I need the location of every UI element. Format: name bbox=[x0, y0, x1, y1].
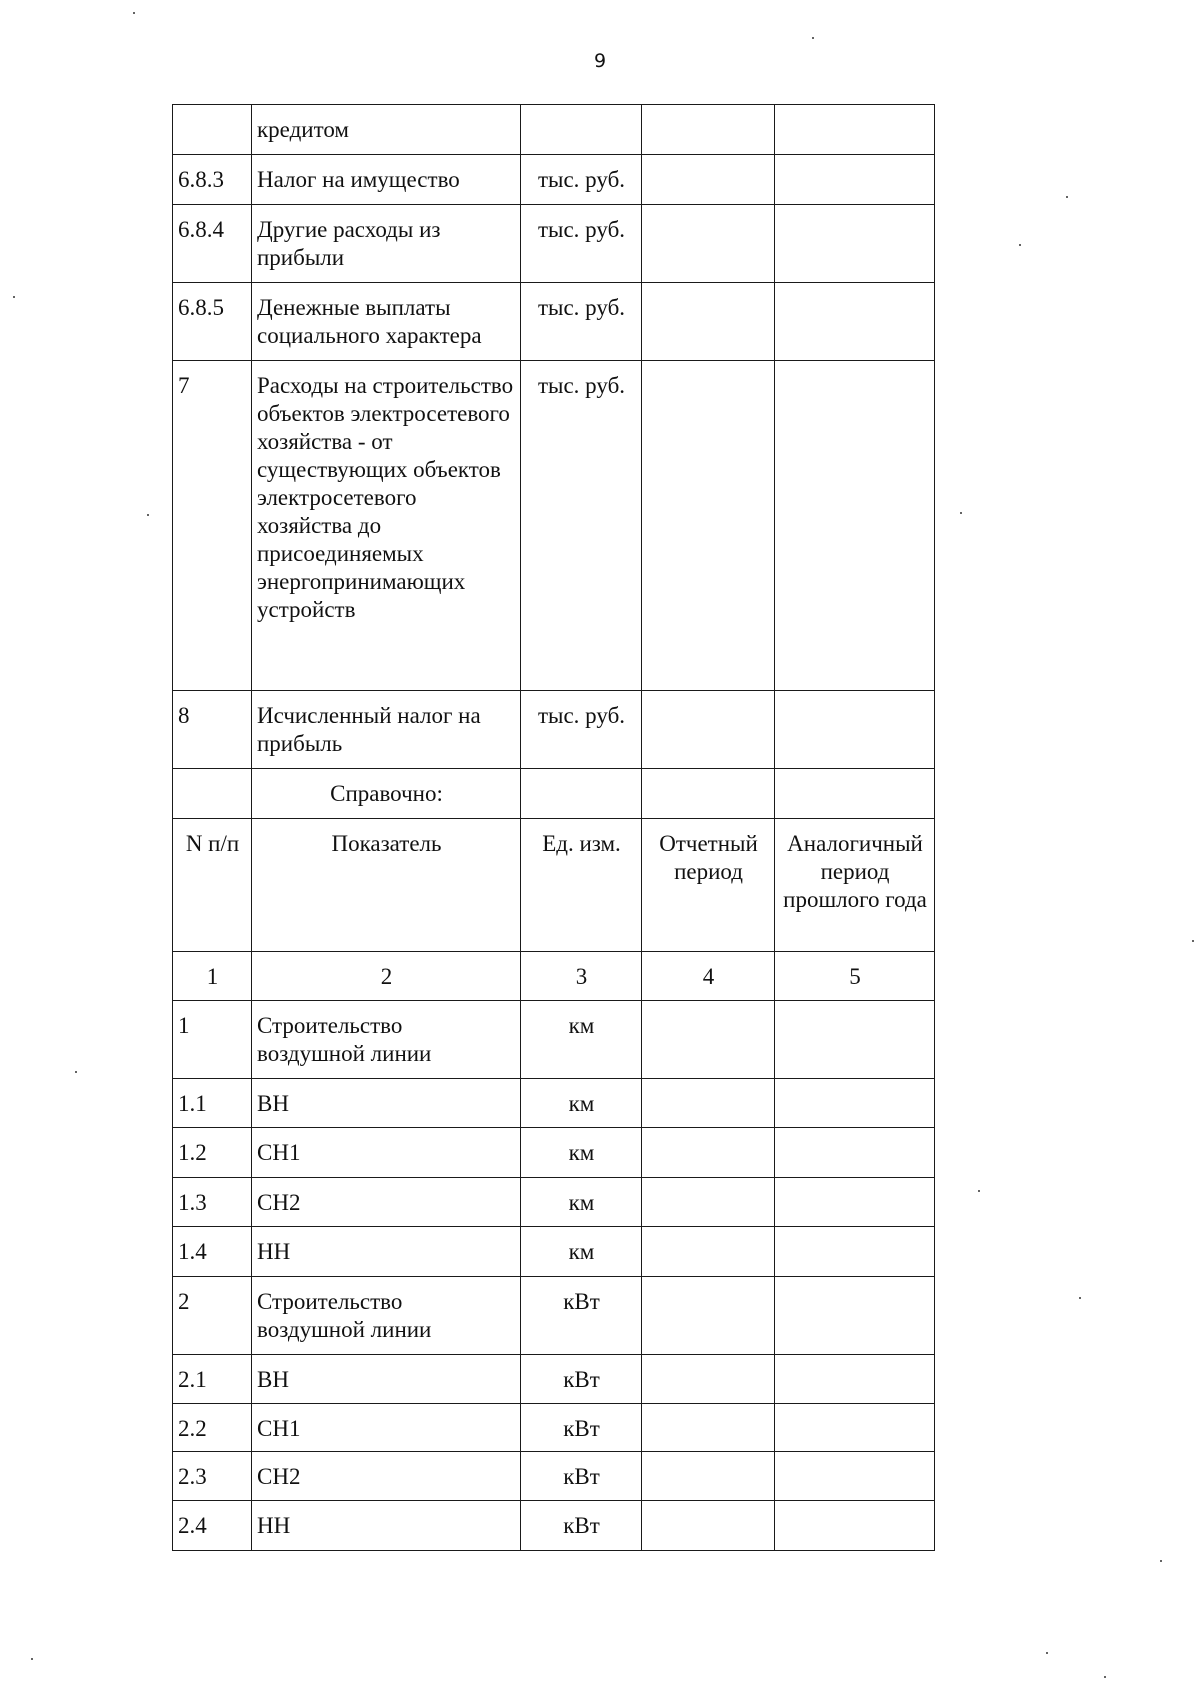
reported-period-cell bbox=[642, 1227, 775, 1277]
previous-period-cell bbox=[775, 361, 935, 691]
speck bbox=[13, 296, 15, 298]
reference-section bbox=[173, 769, 935, 1001]
row-number-cell: 2.2 bbox=[173, 1404, 252, 1452]
column-number: 5 bbox=[775, 952, 935, 1001]
row-number-cell: 1.3 bbox=[173, 1178, 252, 1227]
indicator-name-cell: СН1 bbox=[252, 1404, 521, 1452]
unit-cell: км bbox=[521, 1001, 642, 1079]
indicator-name-cell: НН bbox=[252, 1227, 521, 1277]
reported-period-cell bbox=[642, 1001, 775, 1079]
reference-label: Справочно: bbox=[252, 769, 521, 819]
reported-period-cell bbox=[642, 1178, 775, 1227]
unit-cell: тыс. руб. bbox=[521, 283, 642, 361]
table-row bbox=[173, 1404, 935, 1452]
reported-period-cell bbox=[642, 105, 775, 155]
reported-period-cell bbox=[642, 283, 775, 361]
previous-period-cell bbox=[775, 105, 935, 155]
previous-period-cell bbox=[775, 1227, 935, 1277]
speck bbox=[1192, 940, 1194, 942]
unit-cell: км bbox=[521, 1128, 642, 1178]
reported-period-cell bbox=[642, 1079, 775, 1128]
column-number: 2 bbox=[252, 952, 521, 1001]
table-row bbox=[173, 105, 935, 155]
reported-period-cell bbox=[642, 1452, 775, 1501]
indicator-name-cell: Другие расходы из прибыли bbox=[252, 205, 521, 283]
speck bbox=[133, 12, 135, 14]
unit-cell: км bbox=[521, 1178, 642, 1227]
table-row bbox=[173, 1001, 935, 1079]
reference-label-row bbox=[173, 769, 935, 819]
previous-period-cell bbox=[775, 1079, 935, 1128]
speck bbox=[1079, 1297, 1081, 1299]
previous-period-cell bbox=[775, 691, 935, 769]
previous-period-cell bbox=[775, 283, 935, 361]
previous-period-cell bbox=[775, 155, 935, 205]
previous-period-cell bbox=[775, 1404, 935, 1452]
row-number-cell: 2.4 bbox=[173, 1501, 252, 1551]
header-unit: Ед. изм. bbox=[521, 819, 642, 952]
indicator-name-cell: кредитом bbox=[252, 105, 521, 155]
row-number-cell: 2.1 bbox=[173, 1355, 252, 1404]
empty-cell bbox=[775, 769, 935, 819]
reference-rows bbox=[173, 1001, 935, 1551]
unit-cell: кВт bbox=[521, 1355, 642, 1404]
speck bbox=[812, 37, 814, 39]
previous-period-cell bbox=[775, 1277, 935, 1355]
indicator-name-cell: СН2 bbox=[252, 1452, 521, 1501]
speck bbox=[978, 1190, 980, 1192]
table-row bbox=[173, 1079, 935, 1128]
header-previous-period: Аналогичный период прошлого года bbox=[775, 819, 935, 952]
table-row bbox=[173, 155, 935, 205]
indicator-name-cell: ВН bbox=[252, 1079, 521, 1128]
speck bbox=[31, 1658, 33, 1660]
row-number-cell: 8 bbox=[173, 691, 252, 769]
indicator-name-cell: ВН bbox=[252, 1355, 521, 1404]
indicators-table bbox=[172, 104, 935, 1551]
speck bbox=[1066, 196, 1068, 198]
table-row bbox=[173, 361, 935, 691]
previous-period-cell bbox=[775, 1001, 935, 1079]
header-name: Показатель bbox=[252, 819, 521, 952]
table-row bbox=[173, 1128, 935, 1178]
empty-cell bbox=[642, 769, 775, 819]
row-number-cell bbox=[173, 105, 252, 155]
reported-period-cell bbox=[642, 1501, 775, 1551]
unit-cell: тыс. руб. bbox=[521, 155, 642, 205]
unit-cell: тыс. руб. bbox=[521, 205, 642, 283]
indicator-name-cell: СН1 bbox=[252, 1128, 521, 1178]
row-number-cell: 2.3 bbox=[173, 1452, 252, 1501]
previous-period-cell bbox=[775, 1452, 935, 1501]
indicator-name-cell: Строительство воздушной линии bbox=[252, 1277, 521, 1355]
reported-period-cell bbox=[642, 1128, 775, 1178]
unit-cell bbox=[521, 105, 642, 155]
unit-cell: кВт bbox=[521, 1501, 642, 1551]
row-number-cell: 1.4 bbox=[173, 1227, 252, 1277]
previous-period-cell bbox=[775, 1178, 935, 1227]
speck bbox=[960, 512, 962, 514]
speck bbox=[1019, 244, 1021, 246]
previous-period-cell bbox=[775, 1501, 935, 1551]
table-row bbox=[173, 1452, 935, 1501]
row-number-cell: 1.1 bbox=[173, 1079, 252, 1128]
unit-cell: тыс. руб. bbox=[521, 691, 642, 769]
speck bbox=[1046, 1652, 1048, 1654]
previous-period-cell bbox=[775, 1355, 935, 1404]
reported-period-cell bbox=[642, 1404, 775, 1452]
reported-period-cell bbox=[642, 1355, 775, 1404]
row-number-cell: 6.8.3 bbox=[173, 155, 252, 205]
indicator-name-cell: Денежные выплаты социального характера bbox=[252, 283, 521, 361]
row-number-cell: 1 bbox=[173, 1001, 252, 1079]
reported-period-cell bbox=[642, 361, 775, 691]
indicator-name-cell: Исчисленный налог на прибыль bbox=[252, 691, 521, 769]
table-row bbox=[173, 1355, 935, 1404]
row-number-cell: 1.2 bbox=[173, 1128, 252, 1178]
page-number: 9 bbox=[593, 50, 607, 72]
previous-period-cell bbox=[775, 205, 935, 283]
column-number: 3 bbox=[521, 952, 642, 1001]
indicator-name-cell: Строительство воздушной линии bbox=[252, 1001, 521, 1079]
reported-period-cell bbox=[642, 155, 775, 205]
previous-period-cell bbox=[775, 1128, 935, 1178]
speck bbox=[147, 514, 149, 516]
unit-cell: кВт bbox=[521, 1452, 642, 1501]
unit-cell: кВт bbox=[521, 1404, 642, 1452]
indicator-name-cell: СН2 bbox=[252, 1178, 521, 1227]
empty-cell bbox=[521, 769, 642, 819]
empty-cell bbox=[173, 769, 252, 819]
indicator-name-cell: Расходы на строительство объектов электросетевого хозяйства - от существующих объектов электросетевого хозяйства до присоединяемых энергопринимающих устройств bbox=[252, 361, 521, 691]
speck bbox=[75, 1071, 77, 1073]
table-row bbox=[173, 691, 935, 769]
column-number: 4 bbox=[642, 952, 775, 1001]
table-row bbox=[173, 205, 935, 283]
reported-period-cell bbox=[642, 691, 775, 769]
row-number-cell: 2 bbox=[173, 1277, 252, 1355]
column-number: 1 bbox=[173, 952, 252, 1001]
indicator-name-cell: НН bbox=[252, 1501, 521, 1551]
unit-cell: тыс. руб. bbox=[521, 361, 642, 691]
top-section bbox=[173, 105, 935, 769]
row-number-cell: 7 bbox=[173, 361, 252, 691]
column-numbers-row bbox=[173, 952, 935, 1001]
row-number-cell: 6.8.4 bbox=[173, 205, 252, 283]
table-header-row bbox=[173, 819, 935, 952]
speck bbox=[1160, 1560, 1162, 1562]
table-row bbox=[173, 283, 935, 361]
header-reported-period: Отчетный период bbox=[642, 819, 775, 952]
header-num: N п/п bbox=[173, 819, 252, 952]
unit-cell: км bbox=[521, 1227, 642, 1277]
reported-period-cell bbox=[642, 1277, 775, 1355]
row-number-cell: 6.8.5 bbox=[173, 283, 252, 361]
table-row bbox=[173, 1227, 935, 1277]
reported-period-cell bbox=[642, 205, 775, 283]
table-row bbox=[173, 1277, 935, 1355]
table-row bbox=[173, 1501, 935, 1551]
unit-cell: км bbox=[521, 1079, 642, 1128]
indicator-name-cell: Налог на имущество bbox=[252, 155, 521, 205]
unit-cell: кВт bbox=[521, 1277, 642, 1355]
speck bbox=[1104, 1676, 1106, 1678]
table-row bbox=[173, 1178, 935, 1227]
